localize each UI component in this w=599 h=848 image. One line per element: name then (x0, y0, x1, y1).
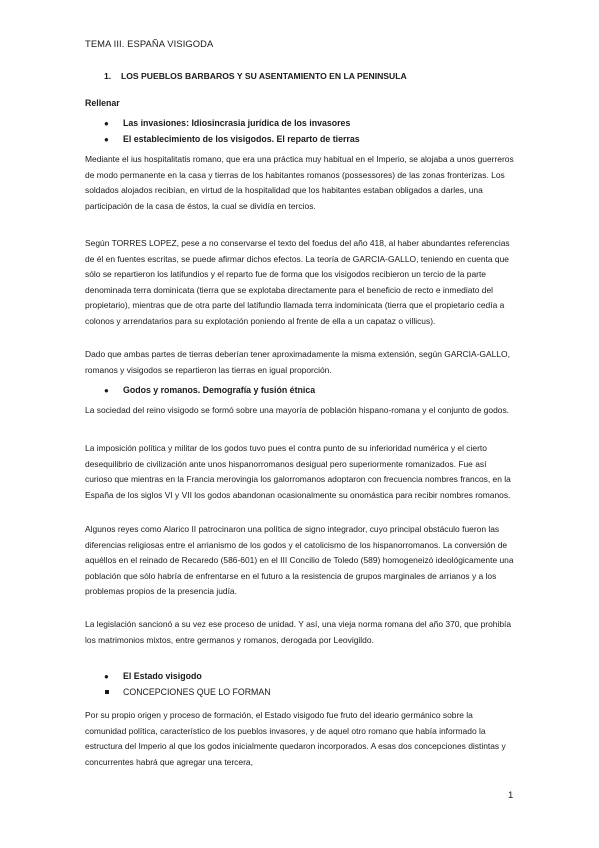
bullet-text: Godos y romanos. Demografía y fusión étnica (123, 385, 316, 395)
paragraph: Por su propio origen y proceso de formación, el Estado visigodo fue fruto del ideario germánico sobre la comunidad política, característico de los pueblos invasores, y de aquel otro romano que había informado la estructura del Imperio al que los godos inicialmente quedaron incorporados. A esas dos concepciones distintas y concurrentes habrá que agregar una tercera, (85, 710, 506, 767)
bullet-text: CONCEPCIONES QUE LO FORMAN (123, 687, 271, 697)
section-heading (104, 71, 407, 81)
paragraph: La imposición política y militar de los godos tuvo pues el contra punto de su inferioridad numérica y el cierto desequilibrio de civilización ante unos hispanorromanos desigual pero superiormente romanizados. Fue así curioso que mientras en la Francia merovingia los galorromanos adoptaron con frecuencia nombres francos, en la España de los siglos VI y VII los godos abandonan ocasionalmente su onomástica para recibir nombres romanos. (85, 443, 511, 500)
bullet-establecimiento (104, 134, 360, 144)
bullet-text: El Estado visigodo (123, 671, 202, 681)
paragraph: Según TORRES LOPEZ, pese a no conservarse el texto del foedus del año 418, al haber abundantes referencias de él en fuentes escritas, se puede afirmar dichos efectos. La teoría de GARCIA-GALLO, teniendo en cuenta que sólo se repartieron los latifundios y el reparto fue de forma que los visigodos recibieron un tercio de la parte denominada terra dominicata (tierra que se explotaba directamente para el beneficio de recto e inmediato del propietario), mientras que de otra parte del latifundio llamada terra indominicata (tierra que el propietario cedía a colonos y arrendatarios para su explotación poniendo al frente de ella a un capataz o villicus). (85, 238, 510, 326)
bullet-square-icon (105, 690, 109, 694)
page-header: TEMA III. ESPAÑA VISIGODA (85, 38, 214, 49)
paragraph: Dado que ambas partes de tierras deberían tener aproximadamente la misma extensión, según GARCIA-GALLO, romanos y visigodos se repartieron las tierras en igual proporción. (85, 349, 510, 375)
bullet-invasiones (104, 118, 351, 128)
paragraph: Algunos reyes como Alarico II patrocinaron una política de signo integrador, cuyo principal obstáculo fueron las diferencias religiosas entre el arrianismo de los godos y el catolicismo de los hispanorromanos. La conversión de aquéllos en el reinado de Recaredo (586-601) en el III Concilio de Toledo (589) homogeneizó ideológicamente una población que sólo habría de enfrentarse en el futuro a la resistencia de grupos marginales de arrianos y a los problemas propios de la presencia judía. (85, 524, 514, 597)
section-title: LOS PUEBLOS BARBAROS Y SU ASENTAMIENTO EN LA PENINSULA (121, 71, 407, 81)
bullet-text: El establecimiento de los visigodos. El reparto de tierras (123, 134, 360, 144)
page-number: 1 (508, 790, 514, 801)
bullet-concepciones (123, 687, 271, 697)
rellenar-label: Rellenar (85, 98, 120, 108)
paragraph: La legislación sancionó a su vez ese proceso de unidad. Y así, una vieja norma romana del año 370, que prohibía los matrimonios mixtos, entre germanos y romanos, derogada por Leovigildo. (85, 619, 512, 645)
bullet-estado-visigodo (104, 671, 202, 681)
section-number: 1. (104, 71, 112, 81)
bullet-dot-icon: ● (104, 671, 109, 681)
bullet-dot-icon: ● (104, 118, 109, 128)
bullet-text: Las invasiones: Idiosincrasia jurídica de los invasores (123, 118, 351, 128)
bullet-dot-icon: ● (104, 385, 109, 395)
paragraph: La sociedad del reino visigodo se formó sobre una mayoría de población hispano-romana y el conjunto de godos. (85, 405, 510, 415)
paragraph: Mediante el ius hospitalitatis romano, que era una práctica muy habitual en el Imperio, se alojaba a unos guerreros de modo permanente en la casa y tierras de los habitantes romanos (possessores) de las zonas fronterizas. Los soldados alojados recibían, en virtud de la hospitalidad que los habitantes estaban obligados a darles, una participación de la casa de éstos, la cual se dividía en tercios. (85, 154, 514, 211)
bullet-dot-icon: ● (104, 134, 109, 144)
bullet-godos-romanos (104, 385, 316, 395)
